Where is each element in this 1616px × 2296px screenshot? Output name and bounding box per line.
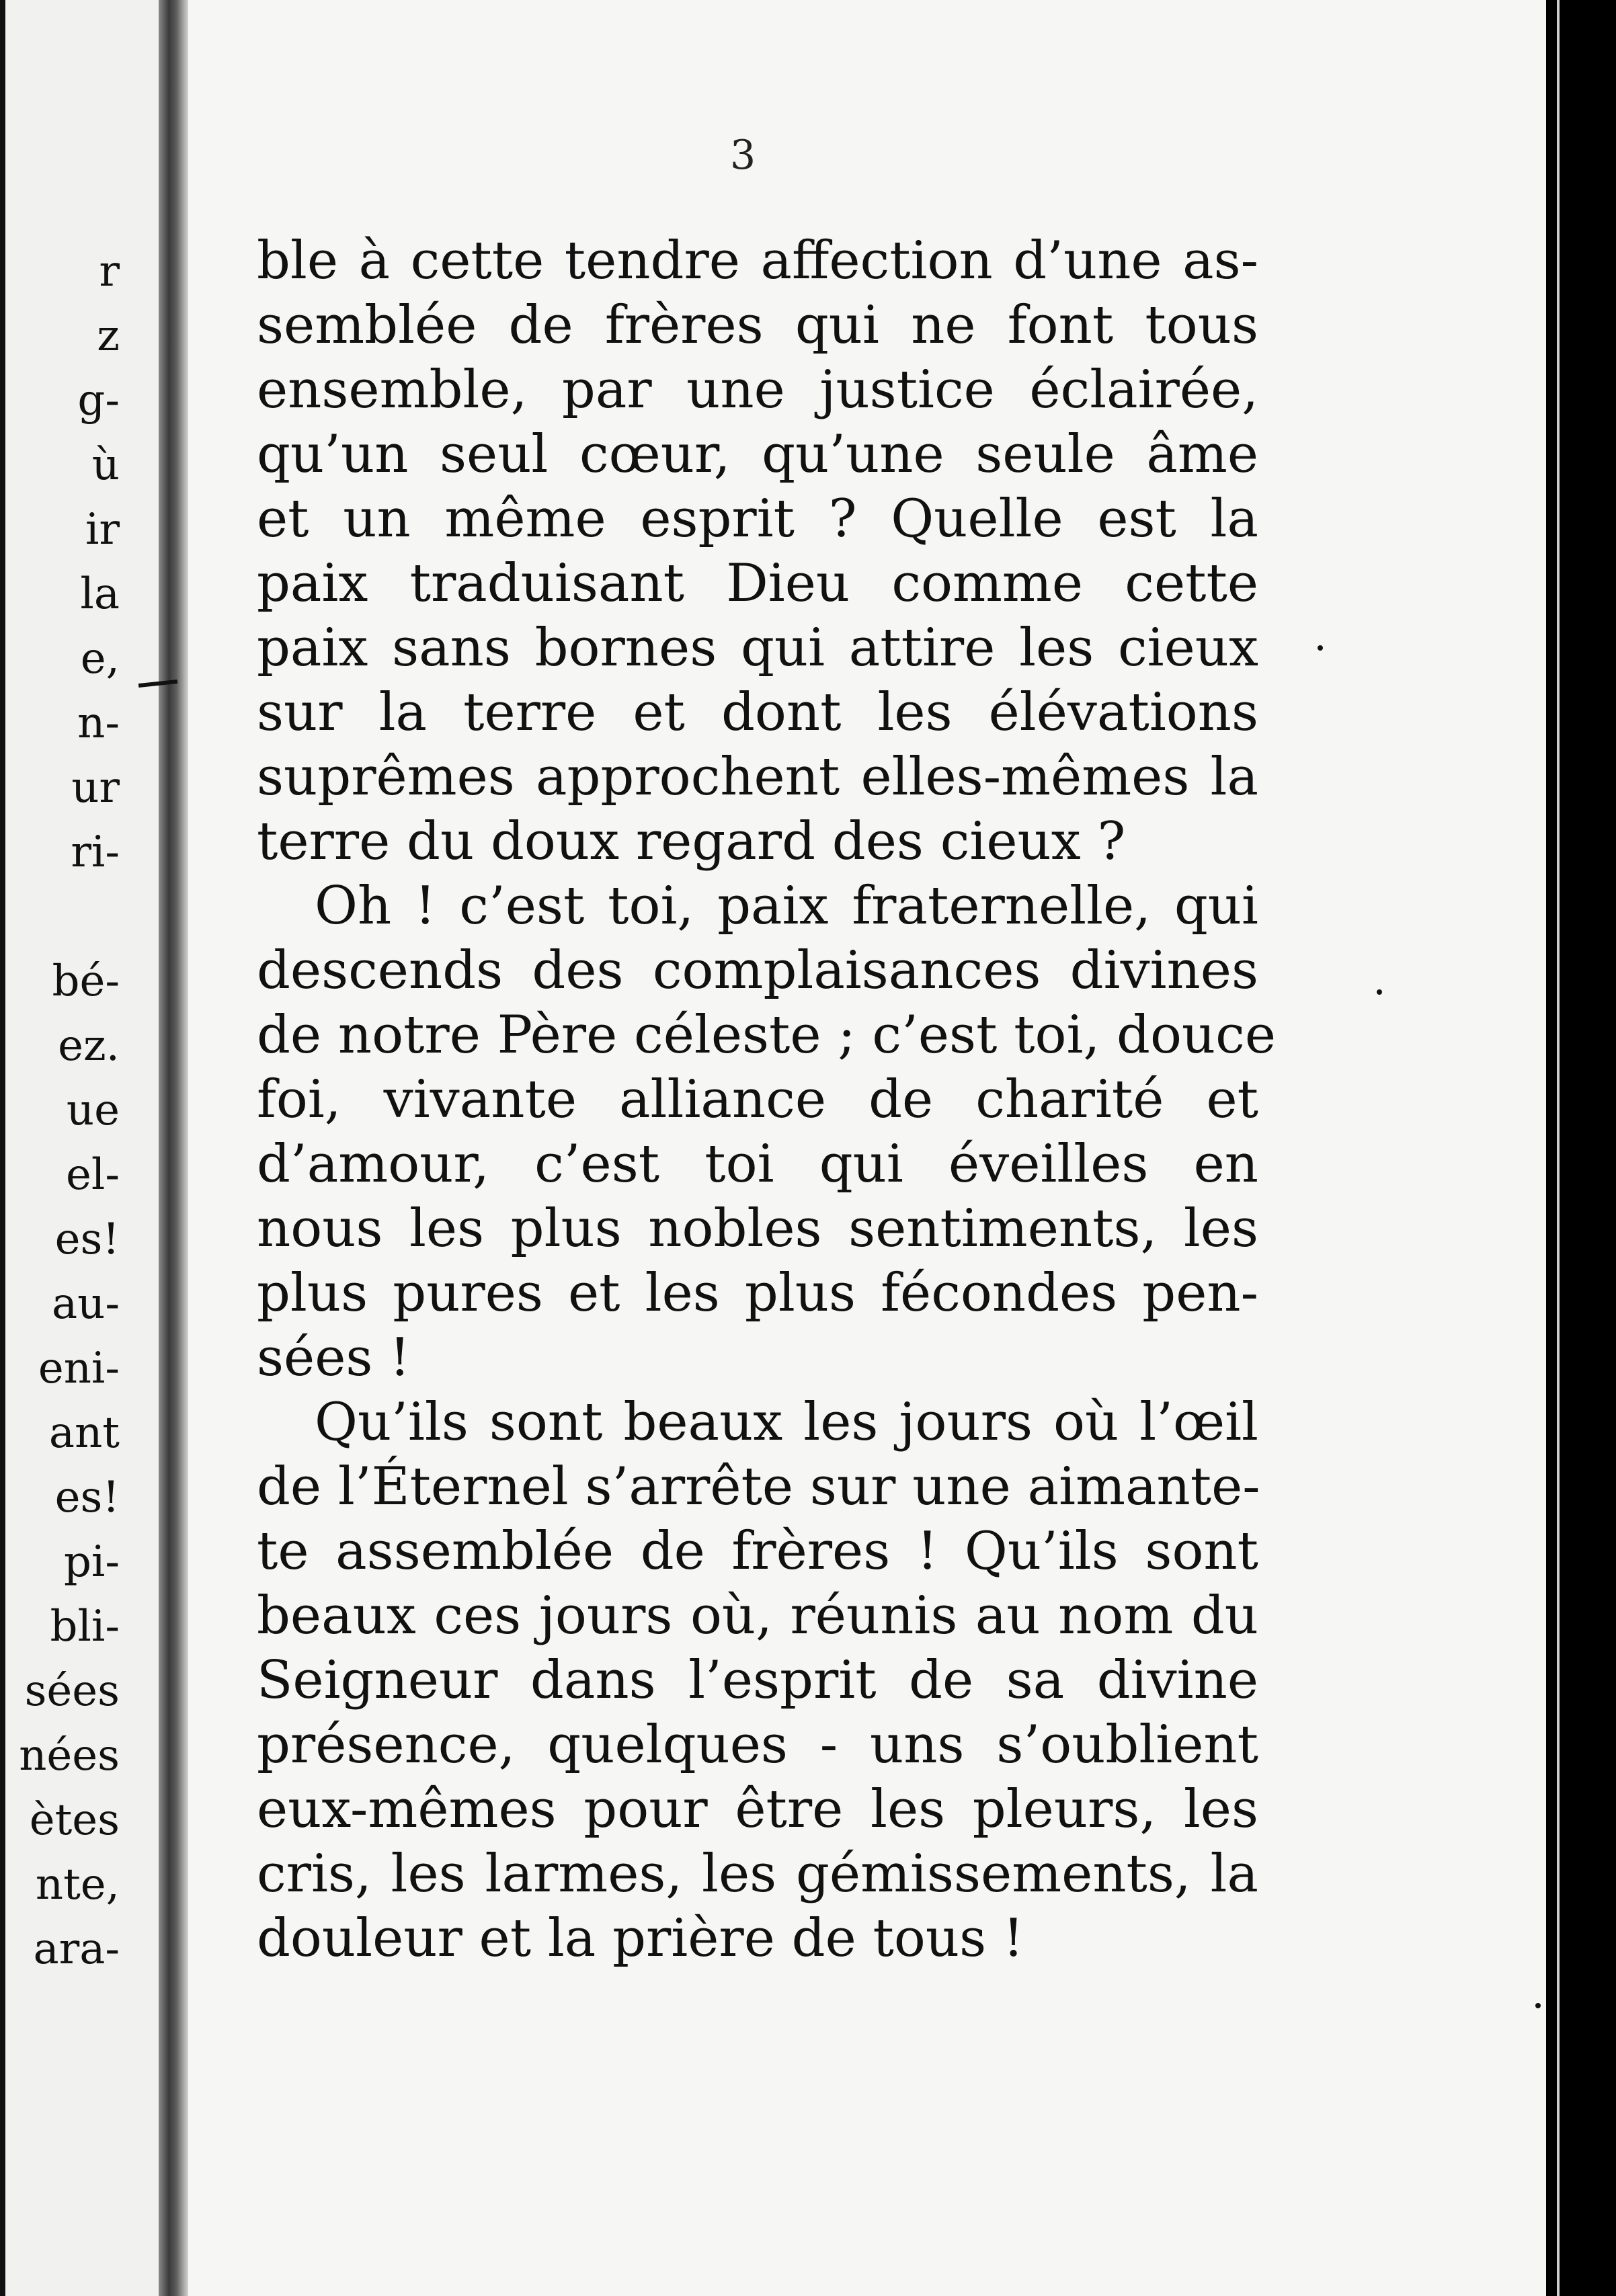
left-fragment: r bbox=[99, 247, 120, 296]
left-fragment: bé- bbox=[52, 956, 120, 1006]
text-line: semblée de frères qui ne font tous bbox=[257, 295, 1258, 356]
left-fragment: g- bbox=[77, 376, 120, 425]
text-line: cris, les larmes, les gémissements, la bbox=[257, 1844, 1258, 1904]
left-fragment: es! bbox=[54, 1215, 120, 1264]
ink-speck bbox=[1535, 2003, 1541, 2008]
text-line: paix traduisant Dieu comme cette bbox=[257, 553, 1258, 614]
text-line: paix sans bornes qui attire les cieux bbox=[257, 618, 1258, 678]
text-line: douleur et la prière de tous ! bbox=[257, 1908, 1024, 1969]
page-number: 3 bbox=[730, 132, 756, 179]
text-line: Oh ! c’est toi, paix fraternelle, qui bbox=[315, 876, 1258, 936]
left-fragment: ur bbox=[71, 763, 120, 813]
left-fragment: pi- bbox=[63, 1537, 120, 1587]
left-fragment: sées bbox=[24, 1666, 120, 1716]
left-fragment bbox=[3, 885, 120, 949]
text-line: sur la terre et dont les élévations bbox=[257, 682, 1258, 743]
left-fragment: ara- bbox=[33, 1924, 120, 1974]
left-fragment: n- bbox=[77, 698, 120, 748]
text-line: présence, quelques - uns s’oublient bbox=[257, 1715, 1258, 1775]
ink-speck bbox=[1377, 989, 1382, 995]
left-fragment: ue bbox=[66, 1085, 120, 1135]
left-fragment: nte, bbox=[35, 1860, 120, 1910]
text-line: ensemble, par une justice éclairée, bbox=[257, 360, 1258, 420]
left-facing-page bbox=[0, 0, 159, 2296]
text-line: ble à cette tendre affection d’une as- bbox=[257, 231, 1258, 291]
left-fragment: bli- bbox=[50, 1602, 120, 1651]
left-fragment: au- bbox=[52, 1279, 120, 1329]
page-right-edge bbox=[1557, 0, 1560, 2296]
left-fragment: ètes bbox=[29, 1795, 120, 1845]
left-fragment: eni- bbox=[38, 1344, 120, 1393]
body-text bbox=[257, 229, 1277, 1971]
left-fragment: la bbox=[80, 569, 120, 619]
text-line: Qu’ils sont beaux les jours où l’œil bbox=[315, 1392, 1258, 1452]
text-line: sées ! bbox=[257, 1327, 411, 1388]
text-line: Seigneur dans l’esprit de sa divine bbox=[257, 1650, 1258, 1711]
left-fragment: ri- bbox=[71, 827, 120, 877]
left-fragment: ù bbox=[91, 440, 120, 490]
text-line: de l’Éternel s’arrête sur une aimante- bbox=[257, 1457, 1260, 1517]
left-fragment: es! bbox=[54, 1473, 120, 1522]
text-line: eux-mêmes pour être les pleurs, les bbox=[257, 1779, 1258, 1840]
text-line: et un même esprit ? Quelle est la bbox=[257, 489, 1258, 549]
text-line: d’amour, c’est toi qui éveilles en bbox=[257, 1134, 1258, 1194]
text-line: qu’un seul cœur, qu’une seule âme bbox=[257, 424, 1258, 485]
book-gutter bbox=[159, 0, 188, 2296]
left-fragment: ir bbox=[85, 505, 120, 555]
left-fragment: e, bbox=[80, 634, 120, 684]
text-line: plus pures et les plus fécondes pen- bbox=[257, 1263, 1258, 1323]
text-line: te assemblée de frères ! Qu’ils sont bbox=[257, 1521, 1258, 1582]
left-fragment: ez. bbox=[58, 1021, 120, 1071]
left-page-text-fragments bbox=[3, 239, 120, 1981]
text-line: beaux ces jours où, réunis au nom du bbox=[257, 1586, 1258, 1646]
text-line: terre du doux regard des cieux ? bbox=[257, 811, 1126, 872]
text-line: foi, vivante alliance de charité et bbox=[257, 1069, 1258, 1130]
text-line: de notre Père céleste ; c’est toi, douce bbox=[257, 1005, 1277, 1065]
text-line: suprêmes approchent elles-mêmes la bbox=[257, 747, 1258, 807]
left-fragment: z bbox=[97, 311, 120, 361]
text-line: descends des complaisances divines bbox=[257, 940, 1258, 1001]
left-fragment: ant bbox=[48, 1408, 120, 1458]
left-fragment: nées bbox=[19, 1731, 120, 1780]
ink-speck bbox=[1318, 645, 1323, 651]
left-fragment: el- bbox=[66, 1150, 120, 1200]
text-line: nous les plus nobles sentiments, les bbox=[257, 1198, 1258, 1259]
